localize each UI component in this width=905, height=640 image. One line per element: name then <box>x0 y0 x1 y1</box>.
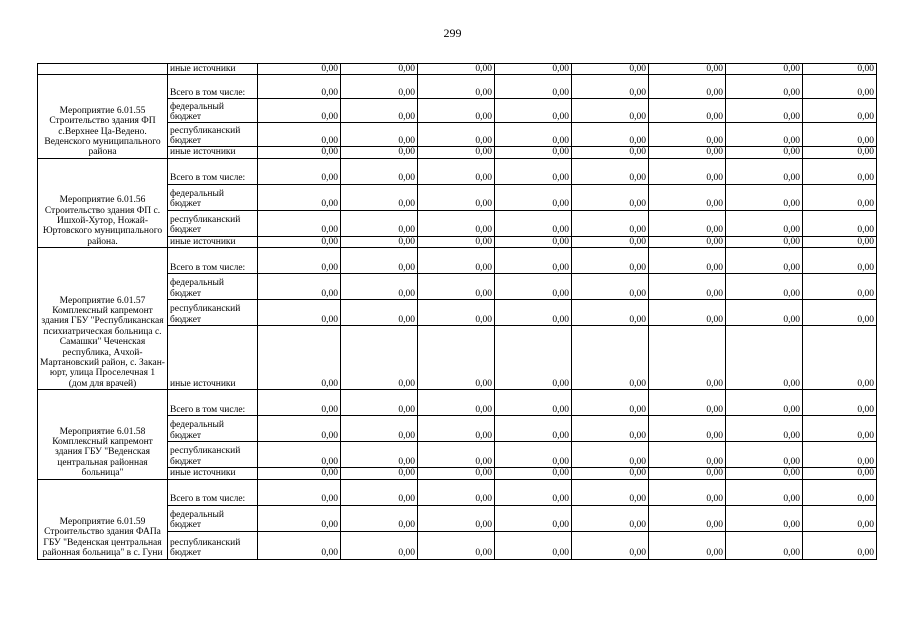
amount-cell: 0,00 <box>495 442 572 468</box>
amount-cell: 0,00 <box>341 158 418 184</box>
amount-cell: 0,00 <box>495 248 572 274</box>
funding-source-cell: республиканский бюджет <box>168 210 258 236</box>
funding-source-cell: федеральный бюджет <box>168 505 258 531</box>
amount-cell: 0,00 <box>341 184 418 210</box>
amount-cell: 0,00 <box>649 416 726 442</box>
amount-cell: 0,00 <box>803 184 877 210</box>
event-name-cell: Мероприятие 6.01.58 Комплексный капремонт здания ГБУ "Веденская центральная районная больница" <box>38 390 168 479</box>
amount-cell: 0,00 <box>572 468 649 479</box>
amount-cell: 0,00 <box>803 236 877 247</box>
amount-cell: 0,00 <box>649 158 726 184</box>
amount-cell: 0,00 <box>258 274 341 300</box>
amount-cell: 0,00 <box>418 75 495 99</box>
funding-source-cell: республиканский бюджет <box>168 531 258 559</box>
amount-cell: 0,00 <box>572 123 649 147</box>
amount-cell: 0,00 <box>258 442 341 468</box>
amount-cell: 0,00 <box>418 64 495 75</box>
amount-cell: 0,00 <box>418 184 495 210</box>
amount-cell: 0,00 <box>258 158 341 184</box>
amount-cell: 0,00 <box>418 442 495 468</box>
amount-cell: 0,00 <box>495 479 572 505</box>
amount-cell: 0,00 <box>495 274 572 300</box>
amount-cell: 0,00 <box>341 274 418 300</box>
amount-cell: 0,00 <box>803 147 877 158</box>
amount-cell: 0,00 <box>341 531 418 559</box>
amount-cell: 0,00 <box>495 210 572 236</box>
amount-cell: 0,00 <box>803 505 877 531</box>
amount-cell: 0,00 <box>649 274 726 300</box>
amount-cell: 0,00 <box>572 390 649 416</box>
funding-source-cell: республиканский бюджет <box>168 442 258 468</box>
amount-cell: 0,00 <box>495 531 572 559</box>
amount-cell: 0,00 <box>341 468 418 479</box>
funding-source-cell: федеральный бюджет <box>168 99 258 123</box>
amount-cell: 0,00 <box>495 75 572 99</box>
amount-cell: 0,00 <box>258 184 341 210</box>
amount-cell: 0,00 <box>726 416 803 442</box>
funding-source-cell: Всего в том числе: <box>168 390 258 416</box>
amount-cell: 0,00 <box>572 442 649 468</box>
amount-cell: 0,00 <box>495 236 572 247</box>
amount-cell: 0,00 <box>572 505 649 531</box>
amount-cell: 0,00 <box>572 531 649 559</box>
amount-cell: 0,00 <box>803 158 877 184</box>
amount-cell: 0,00 <box>649 531 726 559</box>
amount-cell: 0,00 <box>258 326 341 390</box>
amount-cell: 0,00 <box>803 416 877 442</box>
amount-cell: 0,00 <box>341 248 418 274</box>
amount-cell: 0,00 <box>803 531 877 559</box>
amount-cell: 0,00 <box>726 390 803 416</box>
table-body <box>38 64 877 560</box>
amount-cell: 0,00 <box>649 236 726 247</box>
amount-cell: 0,00 <box>418 505 495 531</box>
funding-source-cell: иные источники <box>168 326 258 390</box>
amount-cell: 0,00 <box>649 326 726 390</box>
amount-cell: 0,00 <box>649 248 726 274</box>
amount-cell: 0,00 <box>649 184 726 210</box>
amount-cell: 0,00 <box>726 479 803 505</box>
amount-cell: 0,00 <box>258 64 341 75</box>
amount-cell: 0,00 <box>418 468 495 479</box>
amount-cell: 0,00 <box>803 479 877 505</box>
amount-cell: 0,00 <box>341 416 418 442</box>
amount-cell: 0,00 <box>726 442 803 468</box>
amount-cell: 0,00 <box>418 531 495 559</box>
table-row <box>38 64 877 75</box>
amount-cell: 0,00 <box>418 416 495 442</box>
amount-cell: 0,00 <box>341 442 418 468</box>
amount-cell: 0,00 <box>495 505 572 531</box>
amount-cell: 0,00 <box>418 248 495 274</box>
amount-cell: 0,00 <box>726 158 803 184</box>
amount-cell: 0,00 <box>649 442 726 468</box>
funding-source-cell: Всего в том числе: <box>168 248 258 274</box>
amount-cell: 0,00 <box>649 75 726 99</box>
event-name-cell <box>38 64 168 75</box>
table-row <box>38 75 877 99</box>
amount-cell: 0,00 <box>258 390 341 416</box>
amount-cell: 0,00 <box>341 390 418 416</box>
amount-cell: 0,00 <box>572 210 649 236</box>
amount-cell: 0,00 <box>495 326 572 390</box>
amount-cell: 0,00 <box>803 99 877 123</box>
amount-cell: 0,00 <box>418 210 495 236</box>
amount-cell: 0,00 <box>495 158 572 184</box>
amount-cell: 0,00 <box>258 300 341 326</box>
funding-source-cell: республиканский бюджет <box>168 123 258 147</box>
amount-cell: 0,00 <box>418 236 495 247</box>
amount-cell: 0,00 <box>418 326 495 390</box>
amount-cell: 0,00 <box>418 123 495 147</box>
amount-cell: 0,00 <box>649 99 726 123</box>
amount-cell: 0,00 <box>803 326 877 390</box>
event-name-cell: Мероприятие 6.01.59 Строительство здания ФАПа ГБУ "Веденская центральная районная больница" в с. Гуни <box>38 479 168 559</box>
amount-cell: 0,00 <box>649 479 726 505</box>
amount-cell: 0,00 <box>495 300 572 326</box>
amount-cell: 0,00 <box>341 479 418 505</box>
amount-cell: 0,00 <box>418 99 495 123</box>
page-number: 299 <box>443 26 462 40</box>
funding-source-cell: Всего в том числе: <box>168 158 258 184</box>
amount-cell: 0,00 <box>726 531 803 559</box>
amount-cell: 0,00 <box>341 147 418 158</box>
amount-cell: 0,00 <box>418 300 495 326</box>
amount-cell: 0,00 <box>726 99 803 123</box>
funding-source-cell: республиканский бюджет <box>168 300 258 326</box>
amount-cell: 0,00 <box>803 468 877 479</box>
amount-cell: 0,00 <box>258 123 341 147</box>
amount-cell: 0,00 <box>726 326 803 390</box>
amount-cell: 0,00 <box>803 300 877 326</box>
amount-cell: 0,00 <box>341 326 418 390</box>
funding-source-cell: иные источники <box>168 147 258 158</box>
amount-cell: 0,00 <box>572 416 649 442</box>
amount-cell: 0,00 <box>649 468 726 479</box>
amount-cell: 0,00 <box>341 64 418 75</box>
amount-cell: 0,00 <box>726 184 803 210</box>
funding-source-cell: Всего в том числе: <box>168 75 258 99</box>
amount-cell: 0,00 <box>803 123 877 147</box>
amount-cell: 0,00 <box>258 416 341 442</box>
amount-cell: 0,00 <box>572 158 649 184</box>
amount-cell: 0,00 <box>418 147 495 158</box>
table-row <box>38 248 877 274</box>
funding-source-cell: иные источники <box>168 236 258 247</box>
amount-cell: 0,00 <box>572 99 649 123</box>
amount-cell: 0,00 <box>726 64 803 75</box>
amount-cell: 0,00 <box>495 468 572 479</box>
amount-cell: 0,00 <box>803 210 877 236</box>
amount-cell: 0,00 <box>258 147 341 158</box>
amount-cell: 0,00 <box>258 99 341 123</box>
table-row <box>38 158 877 184</box>
table-row <box>38 390 877 416</box>
amount-cell: 0,00 <box>258 468 341 479</box>
amount-cell: 0,00 <box>649 390 726 416</box>
amount-cell: 0,00 <box>726 300 803 326</box>
amount-cell: 0,00 <box>803 248 877 274</box>
amount-cell: 0,00 <box>495 184 572 210</box>
amount-cell: 0,00 <box>726 75 803 99</box>
amount-cell: 0,00 <box>258 479 341 505</box>
funding-source-cell: иные источники <box>168 64 258 75</box>
amount-cell: 0,00 <box>572 147 649 158</box>
amount-cell: 0,00 <box>258 75 341 99</box>
amount-cell: 0,00 <box>726 274 803 300</box>
funding-source-cell: Всего в том числе: <box>168 479 258 505</box>
amount-cell: 0,00 <box>572 236 649 247</box>
amount-cell: 0,00 <box>341 300 418 326</box>
amount-cell: 0,00 <box>495 390 572 416</box>
amount-cell: 0,00 <box>803 75 877 99</box>
amount-cell: 0,00 <box>495 64 572 75</box>
amount-cell: 0,00 <box>258 505 341 531</box>
amount-cell: 0,00 <box>341 210 418 236</box>
funding-source-cell: иные источники <box>168 468 258 479</box>
amount-cell: 0,00 <box>726 505 803 531</box>
funding-source-cell: федеральный бюджет <box>168 184 258 210</box>
amount-cell: 0,00 <box>418 479 495 505</box>
budget-table <box>37 63 877 560</box>
amount-cell: 0,00 <box>726 248 803 274</box>
funding-source-cell: федеральный бюджет <box>168 274 258 300</box>
event-name-cell: Мероприятие 6.01.55 Строительство здания ФП с.Верхнее Ца-Ведено. Веденского муниципального района <box>38 75 168 158</box>
amount-cell: 0,00 <box>258 210 341 236</box>
amount-cell: 0,00 <box>495 416 572 442</box>
amount-cell: 0,00 <box>341 75 418 99</box>
amount-cell: 0,00 <box>649 210 726 236</box>
amount-cell: 0,00 <box>341 123 418 147</box>
amount-cell: 0,00 <box>258 236 341 247</box>
amount-cell: 0,00 <box>341 505 418 531</box>
amount-cell: 0,00 <box>495 99 572 123</box>
table-row <box>38 479 877 505</box>
amount-cell: 0,00 <box>726 210 803 236</box>
amount-cell: 0,00 <box>572 248 649 274</box>
amount-cell: 0,00 <box>341 99 418 123</box>
amount-cell: 0,00 <box>418 158 495 184</box>
amount-cell: 0,00 <box>726 236 803 247</box>
amount-cell: 0,00 <box>572 479 649 505</box>
amount-cell: 0,00 <box>418 390 495 416</box>
amount-cell: 0,00 <box>649 300 726 326</box>
amount-cell: 0,00 <box>495 123 572 147</box>
amount-cell: 0,00 <box>258 531 341 559</box>
amount-cell: 0,00 <box>572 64 649 75</box>
amount-cell: 0,00 <box>572 75 649 99</box>
amount-cell: 0,00 <box>649 64 726 75</box>
amount-cell: 0,00 <box>803 274 877 300</box>
amount-cell: 0,00 <box>803 64 877 75</box>
amount-cell: 0,00 <box>726 123 803 147</box>
amount-cell: 0,00 <box>341 236 418 247</box>
amount-cell: 0,00 <box>572 274 649 300</box>
amount-cell: 0,00 <box>495 147 572 158</box>
amount-cell: 0,00 <box>649 123 726 147</box>
event-name-cell: Мероприятие 6.01.57 Комплексный капремонт здания ГБУ "Республиканская психиатрическая больница с. Самашки" Чеченская республика, Ачхой-Мартановский район, с. Закан-юрт, улица Проселечная 1 (дом для врачей) <box>38 248 168 390</box>
amount-cell: 0,00 <box>649 505 726 531</box>
amount-cell: 0,00 <box>726 468 803 479</box>
amount-cell: 0,00 <box>572 326 649 390</box>
event-name-cell: Мероприятие 6.01.56 Строительство здания ФП с. Ишхой-Хутор, Ножай-Юртовского муниципального района. <box>38 158 168 247</box>
amount-cell: 0,00 <box>803 442 877 468</box>
amount-cell: 0,00 <box>572 300 649 326</box>
amount-cell: 0,00 <box>572 184 649 210</box>
amount-cell: 0,00 <box>418 274 495 300</box>
funding-source-cell: федеральный бюджет <box>168 416 258 442</box>
amount-cell: 0,00 <box>726 147 803 158</box>
amount-cell: 0,00 <box>258 248 341 274</box>
amount-cell: 0,00 <box>649 147 726 158</box>
amount-cell: 0,00 <box>803 390 877 416</box>
